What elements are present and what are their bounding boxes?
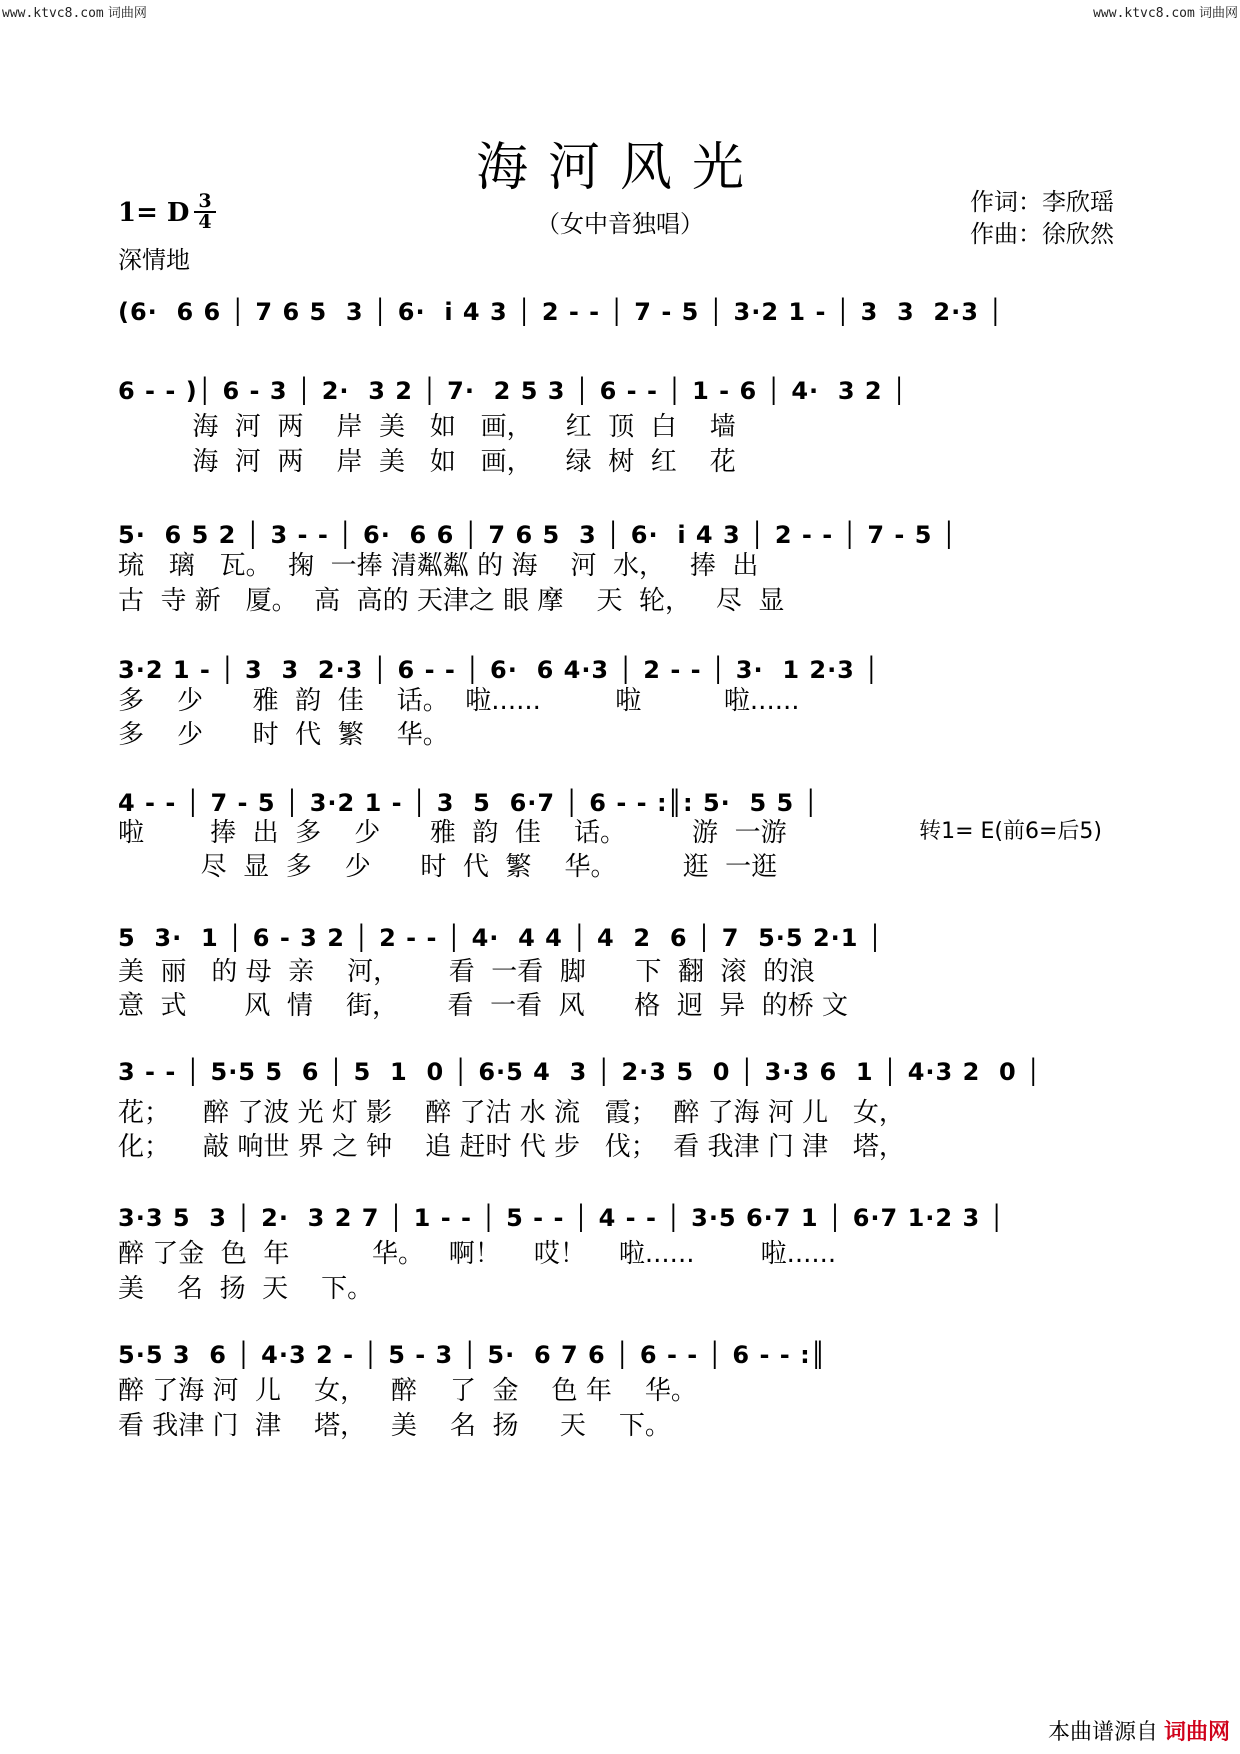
notation-line: 3 - - │ 5·5 5 6 │ 5 1 0 │ 6·5 4 3 │ 2·3 5 0 │ 3·3 6 1 │ 4·3 2 0 │ bbox=[118, 1058, 1042, 1086]
lyric-line: 美 丽 的 母 亲 河， 看 一看 脚 下 翻 滚 的浪 bbox=[118, 957, 815, 987]
lyric-line: 海 河 两 岸 美 如 画， 绿 树 红 花 bbox=[118, 447, 736, 477]
modulation-marking: 转1= E(前6=后5) bbox=[919, 819, 1102, 844]
lyric-line: 尽 显 多 少 时 代 繁 华。 逛 一逛 bbox=[118, 852, 778, 882]
time-numerator: 3 bbox=[198, 190, 212, 212]
lyric-line: 啦 捧 出 多 少 雅 韵 佳 话。 游 一游 bbox=[118, 818, 787, 848]
lyric-line: 琉 璃 瓦。 掬 一捧 清粼粼 的 海 河 水， 捧 出 bbox=[118, 551, 759, 581]
notation-line: 6 - - )│ 6 - 3 │ 2· 3 2 │ 7· 2 5 3 │ 6 - - │ 1 - 6 │ 4· 3 2 │ bbox=[118, 377, 908, 405]
site-url[interactable]: www.ktvc8.com bbox=[2, 6, 104, 21]
lyric-line: 看 我津 门 津 塔， 美 名 扬 天 下。 bbox=[118, 1411, 671, 1441]
notation-line: 3·3 5 3 │ 2· 3 2 7 │ 1 - - │ 5 - - │ 4 - - │ 3·5 6·7 1 │ 6·7 1·2 3 │ bbox=[118, 1204, 1005, 1232]
site-name[interactable]: 词曲网 bbox=[107, 6, 147, 21]
lyric-line: 多 少 时 代 繁 华。 bbox=[118, 720, 449, 750]
footer-brand-logo[interactable]: 词曲网 bbox=[1163, 1720, 1230, 1745]
site-url[interactable]: www.ktvc8.com bbox=[1093, 6, 1195, 21]
tempo-marking: 深情地 bbox=[118, 246, 190, 274]
footer bbox=[1048, 1715, 1230, 1746]
composer-credit: 作曲：徐欣然 bbox=[970, 220, 1114, 248]
time-denominator: 4 bbox=[198, 211, 212, 233]
site-name[interactable]: 词曲网 bbox=[1198, 6, 1238, 21]
lyric-line: 多 少 雅 韵 佳 话。 啦...... 啦 啦...... bbox=[118, 686, 800, 716]
notation-line: 5 3· 1 │ 6 - 3 2 │ 2 - - │ 4· 4 4 │ 4 2 6 │ 7 5·5 2·1 │ bbox=[118, 924, 884, 952]
song-subtitle: （女中音独唱） bbox=[536, 210, 704, 238]
header-right[interactable] bbox=[1093, 2, 1238, 21]
notation-line: 3·2 1 - │ 3 3 2·3 │ 6 - - │ 6· 6 4·3 │ 2 - - │ 3· 1 2·3 │ bbox=[118, 656, 880, 684]
lyric-line: 花； 醉 了波 光 灯 影 醉 了沽 水 流 霞； 醉 了海 河 儿 女， bbox=[118, 1098, 905, 1128]
notation-line: 4 - - │ 7 - 5 │ 3·2 1 - │ 3 5 6·7 │ 6 - - :║: 5· 5 5 │ bbox=[118, 789, 820, 817]
notation-line: 5·5 3 6 │ 4·3 2 - │ 5 - 3 │ 5· 6 7 6 │ 6 - - │ 6 - - :║ bbox=[118, 1341, 827, 1369]
time-signature bbox=[194, 192, 216, 232]
lyric-line: 意 式 风 情 街， 看 一看 风 格 迥 异 的桥 文 bbox=[118, 991, 849, 1021]
lyric-line: 醉 了金 色 年 华。 啊！ 哎！ 啦...... 啦...... bbox=[118, 1239, 837, 1269]
notation-line: (6· 6 6 │ 7 6 5 3 │ 6· i 4 3 │ 2 - - │ 7 - 5 │ 3·2 1 - │ 3 3 2·3 │ bbox=[118, 298, 1004, 326]
notation-line: 5· 6 5 2 │ 3 - - │ 6· 6 6 │ 7 6 5 3 │ 6· i 4 3 │ 2 - - │ 7 - 5 │ bbox=[118, 521, 958, 549]
lyric-line: 醉 了海 河 儿 女， 醉 了 金 色 年 华。 bbox=[118, 1376, 697, 1406]
lyricist-credit: 作词：李欣瑶 bbox=[970, 188, 1114, 216]
header-left[interactable] bbox=[2, 2, 147, 21]
lyric-line: 古 寺 新 厦。 高 高的 天津之 眼 摩 天 轮， 尽 显 bbox=[118, 586, 785, 616]
lyric-line: 美 名 扬 天 下。 bbox=[118, 1274, 374, 1304]
lyric-line: 海 河 两 岸 美 如 画， 红 顶 白 墙 bbox=[118, 412, 736, 442]
song-title: 海河风光 bbox=[475, 138, 764, 198]
key-signature: 1= D bbox=[118, 198, 190, 228]
lyric-line: 化； 敲 响世 界 之 钟 追 赶时 代 步 伐； 看 我津 门 津 塔， bbox=[118, 1132, 905, 1162]
footer-source-text: 本曲谱源自 bbox=[1047, 1720, 1158, 1745]
